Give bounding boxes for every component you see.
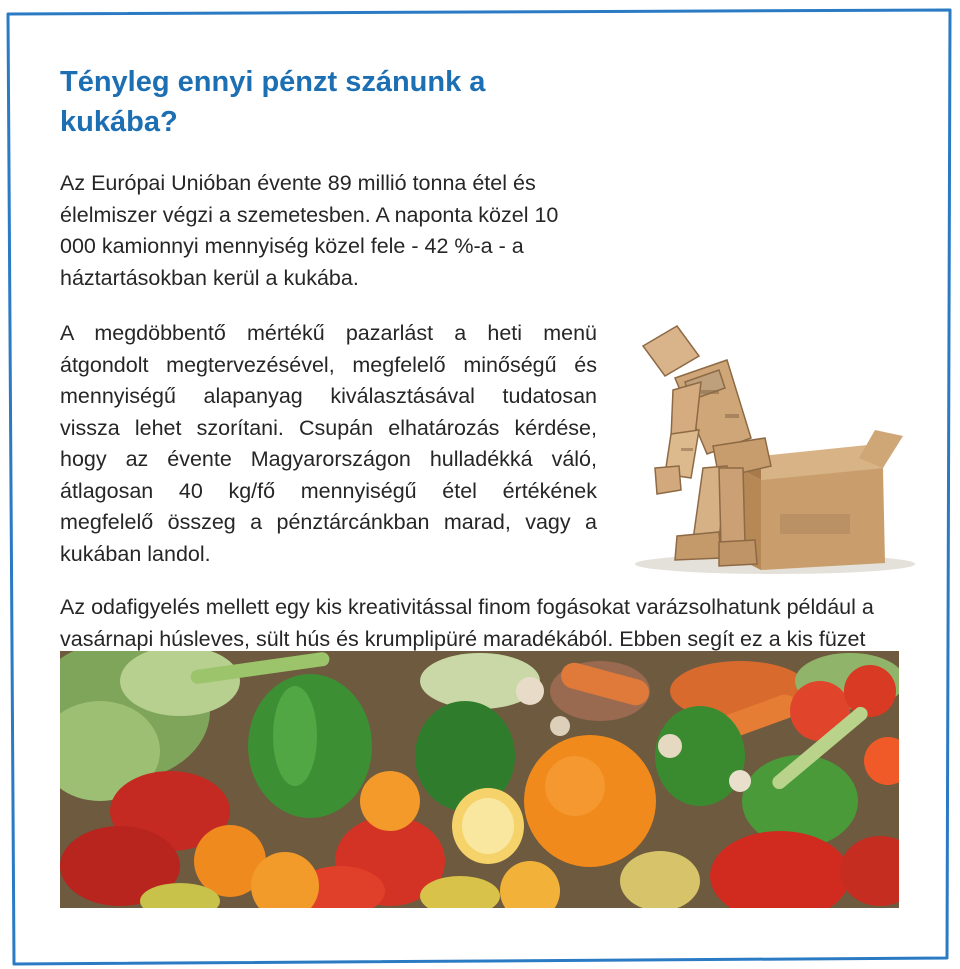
paragraph-waste: A megdöbbentő mértékű pazarlást a heti menü átgondolt megtervezésével, megfelelő minőségű és mennyiségű alapanyag kiválasztásával tudatosan vissza lehet szorítani. Csupán elhatározás kérdése, hogy az évente Magyarországon hulladékká váló, átlagosan 40 kg/fő mennyiségű étel értékének megfelelő összeg a pénztárcánkban marad, vagy a kukában landol. xyxy=(60,321,597,566)
food-waste-image xyxy=(60,651,899,908)
paragraph-creativity: Az odafigyelés mellett egy kis kreativitással finom fogásokat varázsolhatunk például a vasárnapi húsleves, sült hús és krumplipüré maradékából. Ebben segít ez a kis füzet xyxy=(60,595,874,651)
paragraph-intro: Az Európai Unióban évente 89 millió tonna étel és élelmiszer végzi a szemetesben. A naponta közel 10 000 kamionnyi mennyiség közel fele - 42 %-a - a háztartásokban kerül a kukába. xyxy=(60,171,559,290)
paragraph-wrapper xyxy=(60,318,905,570)
article xyxy=(60,62,905,687)
cardboard-man-image xyxy=(615,318,915,580)
article-title: Tényleg ennyi pénzt szánunk a kukába? xyxy=(60,66,486,138)
